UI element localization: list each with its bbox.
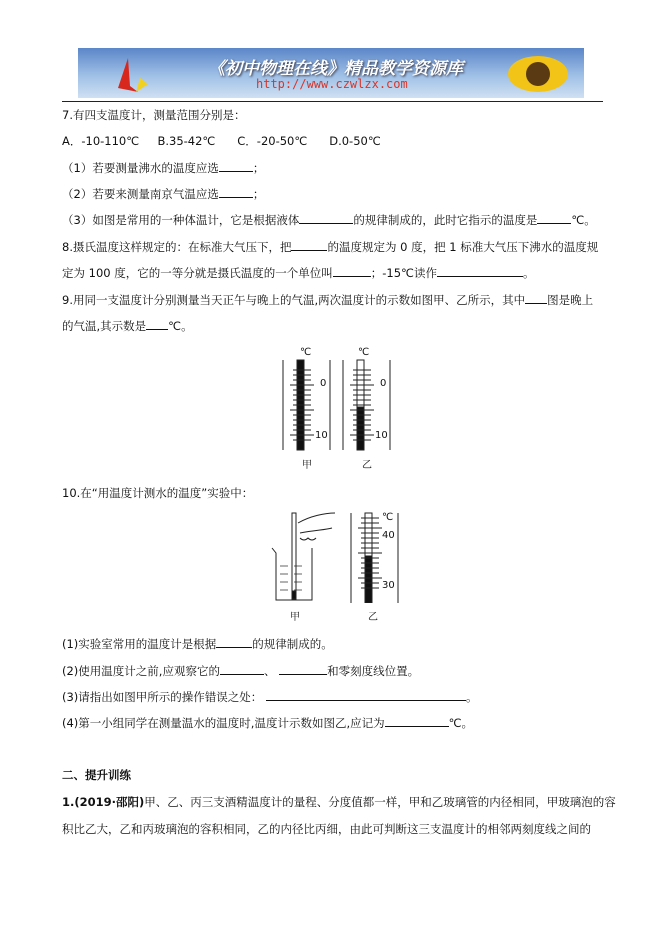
answer-blank[interactable]	[216, 635, 252, 648]
q8-line1	[62, 238, 598, 255]
text: 的规律制成的，此时它指示的温度是	[353, 213, 538, 227]
answer-blank[interactable]	[525, 291, 547, 304]
text: （1）若要测量沸水的温度应选	[62, 161, 219, 175]
text: (1)实验室常用的温度计是根据	[62, 637, 217, 651]
q7-part1	[62, 159, 264, 176]
text: (2)使用温度计之前,应观察它的	[62, 664, 220, 678]
text: 和零刻度线位置。	[327, 664, 420, 678]
q9-line2	[62, 317, 193, 334]
answer-blank[interactable]	[291, 238, 327, 251]
source-tag: 1.(2019·邵阳)	[62, 795, 145, 809]
tick-label: 40	[382, 530, 395, 541]
text: 。	[522, 266, 535, 280]
q8-line2	[62, 264, 534, 281]
answer-blank[interactable]	[537, 211, 571, 224]
option-b: B.35-42℃	[157, 134, 216, 148]
header-divider	[62, 101, 603, 102]
header-banner	[78, 48, 584, 98]
text: 的规律制成的。	[252, 637, 333, 651]
logo-icon	[108, 48, 168, 98]
text: (4)第一小组同学在测量温水的温度时,温度计示数如图乙,应记为	[62, 716, 385, 730]
text: 定为 100 度，它的一等分就是摄氏温度的一个单位叫	[62, 266, 333, 280]
figure-label-jia: 甲	[290, 612, 300, 623]
text: ；-15℃读作	[370, 266, 437, 280]
answer-blank[interactable]	[385, 714, 449, 727]
beaker-with-thermometer	[272, 513, 335, 600]
q7-stem: 7.有四支温度计，测量范围分别是：	[62, 108, 246, 122]
q10-part4	[62, 714, 473, 731]
option-a: A．-10-110℃	[62, 134, 140, 148]
tick-label: 10	[315, 430, 328, 441]
text: 。	[465, 690, 478, 704]
s2-q1-line1	[62, 794, 616, 810]
unit-label: ℃	[358, 347, 370, 358]
text: 图是晚上	[547, 293, 594, 307]
q9-line1	[62, 291, 593, 308]
text: ℃。	[571, 213, 596, 227]
q10-part1	[62, 635, 333, 652]
unit-label: ℃	[382, 512, 394, 523]
answer-blank[interactable]	[220, 662, 264, 675]
answer-blank[interactable]	[266, 688, 466, 701]
q7-part2	[62, 185, 264, 202]
banner-title: 《初中物理在线》精品教学资源库	[208, 59, 463, 79]
text: 9.用同一支温度计分别测量当天正午与晚上的气温,两次温度计的示数如图甲、乙所示，其中	[62, 293, 526, 307]
tick-label: 30	[382, 580, 395, 591]
q10-part3	[62, 688, 477, 705]
option-d: D.0-50℃	[329, 134, 381, 148]
tick-label: 0	[320, 378, 327, 389]
answer-blank[interactable]	[299, 211, 353, 224]
text: （2）若要来测量南京气温应选	[62, 187, 219, 201]
text: (3)请指出如图甲所示的操作错误之处：	[62, 690, 263, 704]
answer-blank[interactable]	[219, 159, 253, 172]
figure-label-jia: 甲	[302, 460, 312, 471]
text: （3）如图是常用的一种体温计，它是根据液体	[62, 213, 300, 227]
q10-stem: 10.在“用温度计测水的温度”实验中：	[62, 486, 254, 500]
tick-label: 0	[380, 378, 387, 389]
answer-blank[interactable]	[437, 264, 523, 277]
answer-blank[interactable]	[333, 264, 371, 277]
q9-thermometers-figure	[280, 345, 420, 475]
option-c: C．-20-50℃	[237, 134, 308, 148]
text: 、	[263, 664, 276, 678]
text: ℃。	[168, 319, 193, 333]
text: 8.摄氏温度这样规定的：在标准大气压下，把	[62, 240, 292, 254]
q7-options	[62, 133, 381, 149]
section-title: 二、提升训练	[62, 768, 131, 782]
answer-blank[interactable]	[219, 185, 253, 198]
s2-q1-line2: 积比乙大，乙和丙玻璃泡的容积相同，乙的内径比丙细，由此可判断这三支温度计的相邻两刻度线之间的	[62, 822, 591, 836]
sunflower-icon	[498, 48, 578, 98]
figure-label-yi: 乙	[362, 460, 372, 471]
q10-part2	[62, 662, 419, 679]
text: ；	[252, 161, 265, 175]
text: 的温度规定为 0 度，把 1 标准大气压下沸水的温度规	[327, 240, 599, 254]
text: ；	[252, 187, 265, 201]
answer-blank[interactable]	[146, 317, 168, 330]
text: 的气温,其示数是	[62, 319, 147, 333]
text: ℃。	[448, 716, 474, 730]
answer-blank[interactable]	[279, 662, 327, 675]
tick-label: 10	[375, 430, 388, 441]
banner-url: http://www.czwlzx.com	[256, 77, 408, 91]
q7-part3	[62, 211, 596, 228]
unit-label: ℃	[300, 347, 312, 358]
text: 甲、乙、丙三支酒精温度计的量程、分度值都一样，甲和乙玻璃管的内径相同，甲玻璃泡的容	[144, 795, 616, 809]
figure-label-yi: 乙	[368, 612, 378, 623]
